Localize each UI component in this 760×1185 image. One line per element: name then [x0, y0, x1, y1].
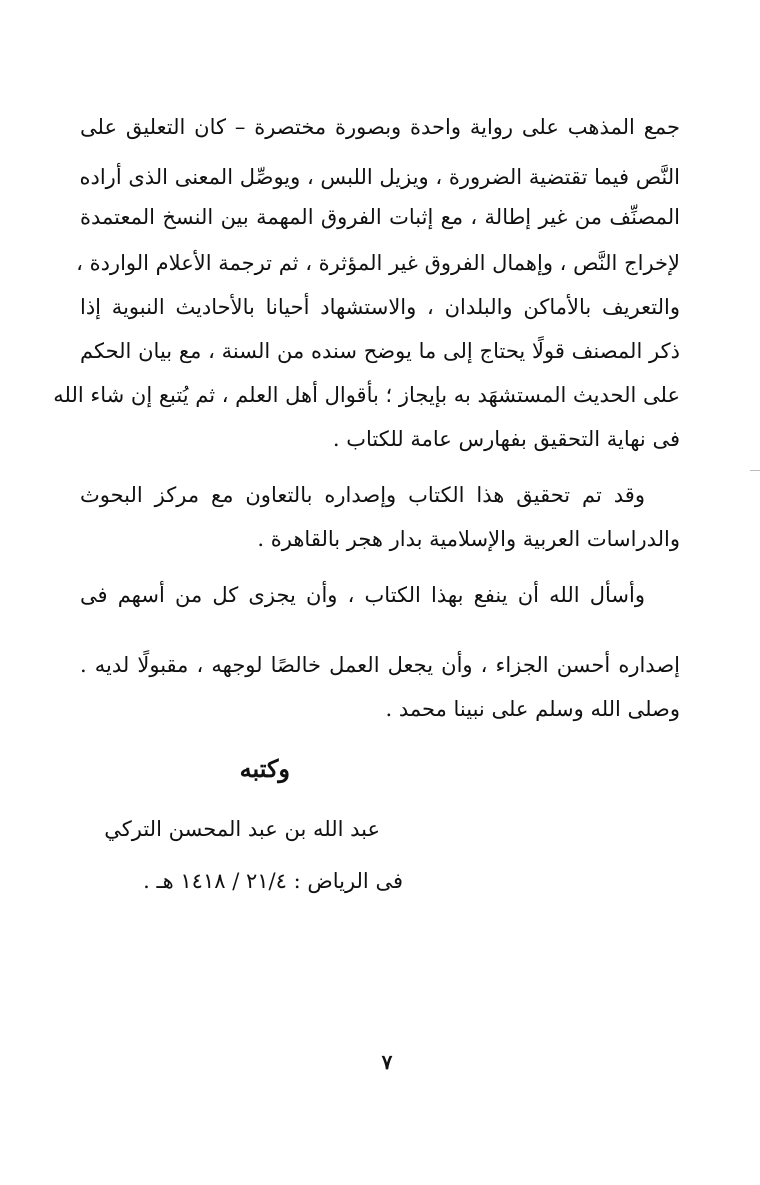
signature-name: عبد الله بن عبد المحسن التركي [104, 817, 380, 841]
signature-date: فى الرياض : ٢١/٤ / ١٤١٨ هـ . [143, 869, 403, 893]
paragraph-1-line-6: ذكر المصنف قولًا يحتاج إلى ما يوضح سنده من السنة ، مع بيان الحكم [80, 339, 680, 363]
signature-heading: وكتبه [239, 754, 290, 783]
paragraph-3-line-2: إصداره أحسن الجزاء ، وأن يجعل العمل خالصًا لوجهه ، مقبولًا لديه . [80, 653, 680, 677]
paragraph-3-line-3: وصلى الله وسلم على نبينا محمد . [385, 697, 680, 721]
paragraph-1-line-5: والتعريف بالأماكن والبلدان ، والاستشهاد أحيانا بالأحاديث النبوية إذا [80, 295, 680, 319]
paragraph-1-line-2: النَّص فيما تقتضية الضرورة ، ويزيل اللبس ، ويوصِّل المعنى الذى أراده [79, 165, 680, 189]
paragraph-1-line-3: المصنِّف من غير إطالة ، مع إثبات الفروق المهمة بين النسخ المعتمدة [80, 205, 680, 229]
paragraph-1-line-7: على الحديث المستشهَد به بإيجاز ؛ بأقوال أهل العلم ، ثم يُتبع إن شاء الله [53, 383, 680, 407]
paragraph-2-line-2: والدراسات العربية والإسلامية بدار هجر بالقاهرة . [257, 527, 680, 551]
scan-edge-mark [750, 470, 760, 471]
paragraph-3-line-1: وأسأل الله أن ينفع بهذا الكتاب ، وأن يجزى كل من أسهم فى [80, 583, 645, 607]
page-number: ٧ [381, 1050, 393, 1074]
paragraph-1-line-4: لإخراج النَّص ، وإهمال الفروق غير المؤثرة ، ثم ترجمة الأعلام الواردة ، [76, 251, 680, 275]
paragraph-1-line-1: جمع المذهب على رواية واحدة وبصورة مختصرة – كان التعليق على [80, 115, 680, 139]
paragraph-1-line-8: فى نهاية التحقيق بفهارس عامة للكتاب . [332, 427, 680, 451]
paragraph-2-line-1: وقد تم تحقيق هذا الكتاب وإصداره بالتعاون مع مركز البحوث [80, 483, 645, 507]
